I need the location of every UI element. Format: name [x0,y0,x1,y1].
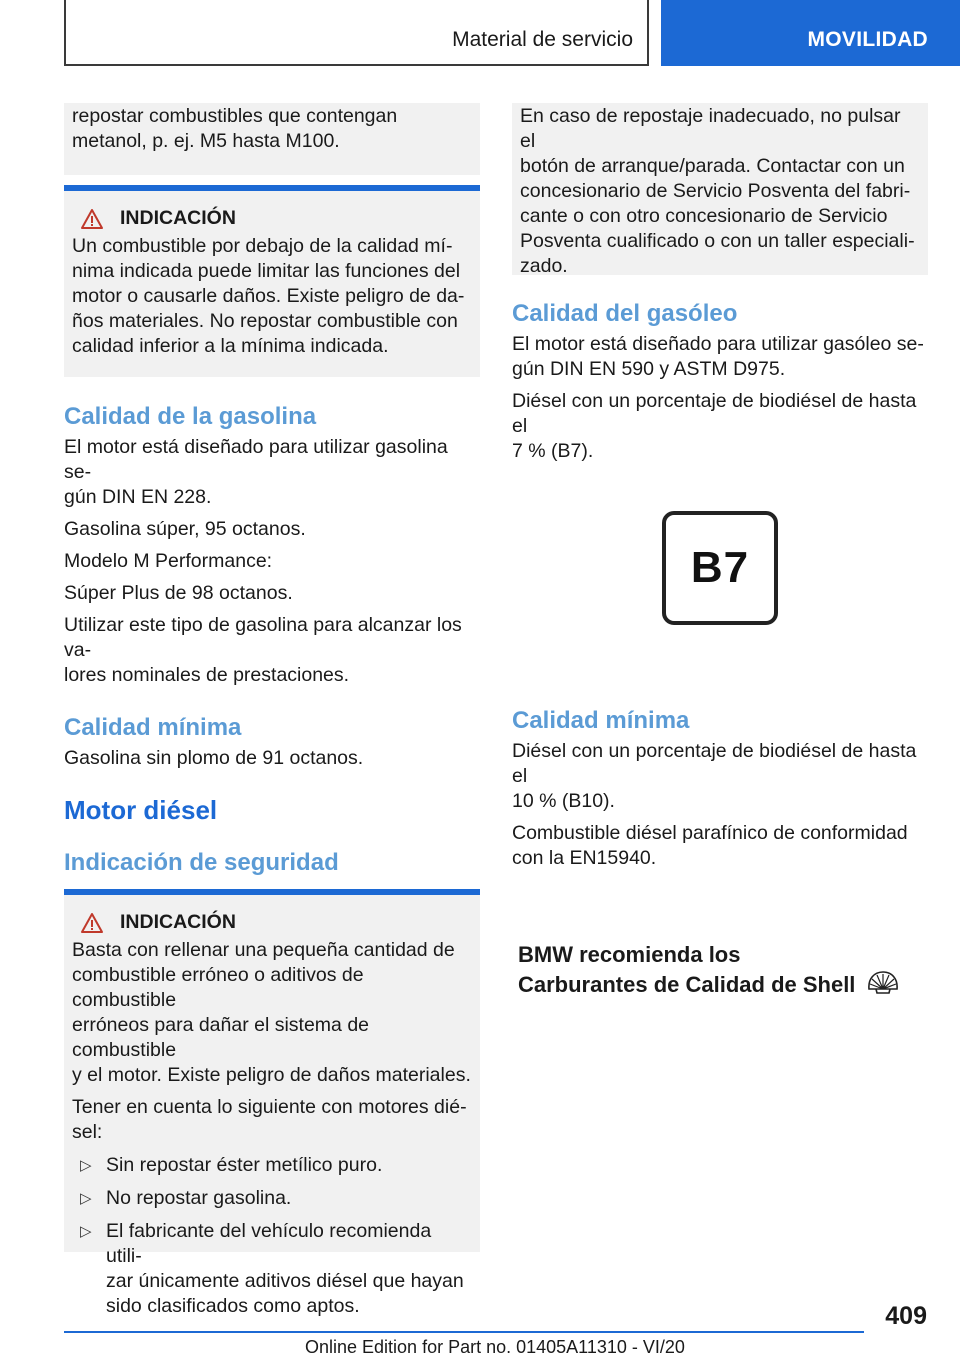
warning-line: Un combustible por debajo de la calidad mí- [72,235,453,257]
right-column [512,103,928,464]
note-line: cante o con otro concesionario de Servicio [520,205,888,227]
shell-logo-icon [866,969,900,995]
right-column-lower [512,707,928,871]
list-item: ▷ El fabricante del vehículo recomienda utili- zar únicamente aditivos diésel que hayan sido clasificados como aptos. [72,1219,472,1319]
paragraph-line: El motor está diseñado para utilizar gasóleo se- [512,333,924,355]
header-chapter-title: MOVILIDAD [807,28,928,51]
note-line: En caso de repostaje inadecuado, no pulsar el [520,105,901,152]
warning-line: ños materiales. No repostar combustible con [72,310,458,332]
paragraph-line: El motor está diseñado para utilizar gasolina se- [64,436,448,483]
triangle-bullet-icon: ▷ [80,1157,92,1174]
paragraph: Súper Plus de 98 octanos. [64,582,293,604]
paragraph: Gasolina súper, 95 octanos. [64,518,306,540]
warning-title: INDICACIÓN [72,895,472,938]
list-item: ▷ Sin repostar éster metílico puro. [72,1153,472,1178]
heading-diesel-engine: Motor diésel [64,795,218,825]
warning-box-1 [64,185,480,377]
continued-note-box [64,103,480,175]
paragraph-line: Diésel con un porcentaje de biodiésel de hasta el [512,390,917,437]
left-column [64,103,480,1317]
paragraph-line: gún DIN EN 590 y ASTM D975. [512,358,786,380]
b7-label-text: B7 [690,543,750,592]
shell-recommendation [518,940,928,999]
list-item: ▷ No repostar gasolina. [72,1186,472,1211]
note-line: botón de arranque/parada. Contactar con un [520,155,905,177]
paragraph-line: gún DIN EN 228. [64,486,212,508]
warning-triangle-icon [80,912,104,934]
paragraph-line: 10 % (B10). [512,790,615,812]
note-line: concesionario de Servicio Posventa del fabri- [520,180,911,202]
misfuel-note-box [512,103,928,275]
heading-gasoline-quality: Calidad de la gasolina [64,403,317,430]
paragraph-line: con la EN15940. [512,847,657,869]
warning-line: calidad inferior a la mínima indicada. [72,335,389,357]
page-number: 409 [885,1302,927,1330]
warning-triangle-icon [80,208,104,230]
heading-minimum-quality-diesel: Calidad mínima [512,707,690,734]
paragraph-line: 7 % (B7). [512,440,594,462]
paragraph-line: Combustible diésel parafínico de conformidad [512,822,908,844]
footer-divider [64,1331,864,1333]
note-line: Posventa cualificado o con un taller especiali- [520,230,915,252]
paragraph-line: lores nominales de prestaciones. [64,664,350,686]
header-section-tab [64,0,649,66]
heading-safety-notice: Indicación de seguridad [64,849,339,876]
paragraph: Gasolina sin plomo de 91 octanos. [64,747,364,769]
warning-line: Basta con rellenar una pequeña cantidad de [72,939,455,961]
shell-recommendation-line: Carburantes de Calidad de Shell [518,969,928,999]
triangle-bullet-icon: ▷ [80,1223,92,1240]
header-section-title: Material de servicio [452,28,633,51]
warning-note-line: sel: [72,1121,103,1143]
paragraph: Modelo M Performance: [64,550,273,572]
warning-line: erróneos para dañar el sistema de combustible [72,1014,370,1061]
shell-recommendation-line: BMW recomienda los [518,942,741,967]
warning-title: INDICACIÓN [72,191,472,234]
heading-diesel-quality: Calidad del gasóleo [512,300,738,327]
warning-line: combustible erróneo o aditivos de combustible [72,964,364,1011]
warning-note-line: Tener en cuenta lo siguiente con motores dié- [72,1096,467,1118]
warning-box-2 [64,889,480,1317]
note-line: zado. [520,255,568,277]
heading-minimum-quality: Calidad mínima [64,714,242,741]
footer-edition: Online Edition for Part no. 01405A11310 - VI/20 [305,1337,685,1357]
b7-fuel-label-icon [662,511,778,625]
triangle-bullet-icon: ▷ [80,1190,92,1207]
warning-line: motor o causarle daños. Existe peligro de da- [72,285,465,307]
header-chapter-tab [661,0,960,66]
paragraph-line: Diésel con un porcentaje de biodiésel de hasta el [512,740,917,787]
warning-line: y el motor. Existe peligro de daños materiales. [72,1064,471,1086]
warning-line: nima indicada puede limitar las funciones del [72,260,461,282]
paragraph-line: Utilizar este tipo de gasolina para alcanzar los va- [64,614,462,661]
continued-note-text: repostar combustibles que contengan metanol, p. ej. M5 hasta M100. [72,105,398,152]
